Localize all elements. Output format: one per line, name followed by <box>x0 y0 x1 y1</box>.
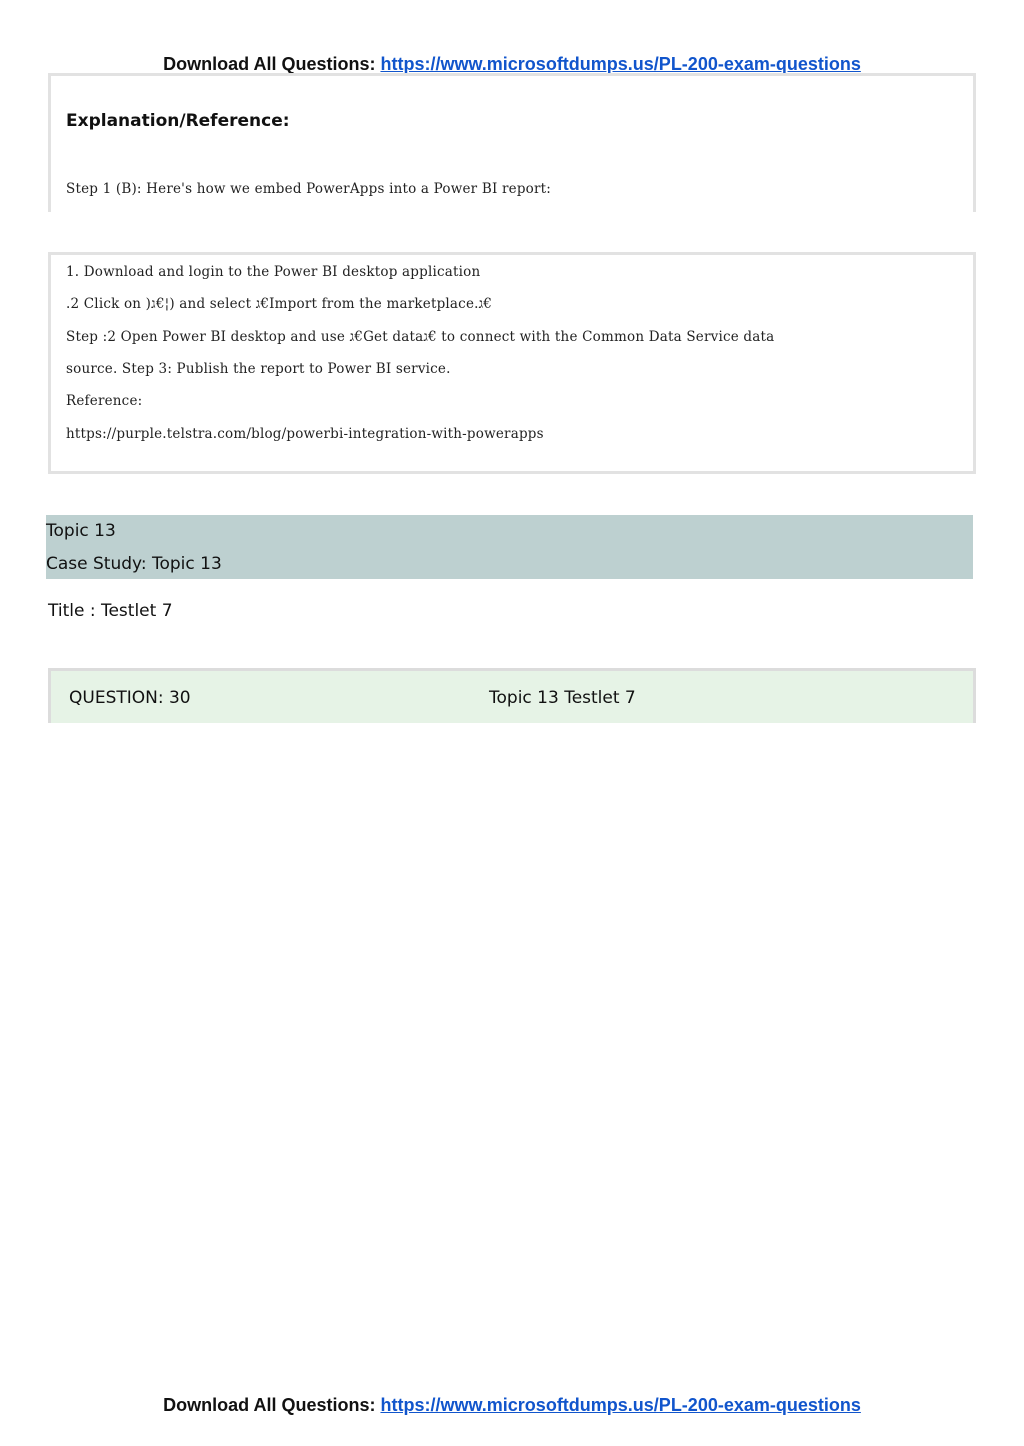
case-study-heading: Case Study: Topic 13 <box>46 554 222 574</box>
download-link[interactable]: https://www.microsoftdumps.us/PL-200-exam-questions <box>380 54 861 74</box>
question-number: QUESTION: 30 <box>69 688 191 708</box>
reference-label: Reference: <box>66 393 143 409</box>
download-label: Download All Questions: <box>163 54 381 74</box>
question-header <box>48 668 976 723</box>
explanation-box <box>48 73 976 212</box>
topic-heading: Topic 13 <box>46 521 116 541</box>
topic-banner <box>46 515 973 579</box>
download-link[interactable]: https://www.microsoftdumps.us/PL-200-exam-questions <box>380 1395 861 1415</box>
step-line: .2 Click on )ג€¦) and select ג€Import from the marketplace.ג€ <box>66 296 493 312</box>
question-topic: Topic 13 Testlet 7 <box>489 688 636 708</box>
download-label: Download All Questions: <box>163 1395 381 1415</box>
step-line: 1. Download and login to the Power BI desktop application <box>66 264 481 280</box>
explanation-step1: Step 1 (B): Here's how we embed PowerApps into a Power BI report: <box>66 181 552 197</box>
step-line: Step :2 Open Power BI desktop and use ג€Get dataג€ to connect with the Common Data Service data <box>66 329 775 345</box>
reference-url: https://purple.telstra.com/blog/powerbi-integration-with-powerapps <box>66 426 544 442</box>
download-banner-bottom <box>0 1394 1024 1416</box>
steps-box <box>48 252 976 474</box>
testlet-title: Title : Testlet 7 <box>48 601 173 621</box>
step-line: source. Step 3: Publish the report to Power BI service. <box>66 361 451 377</box>
explanation-heading: Explanation/Reference: <box>66 111 290 131</box>
download-banner-top <box>0 53 1024 75</box>
